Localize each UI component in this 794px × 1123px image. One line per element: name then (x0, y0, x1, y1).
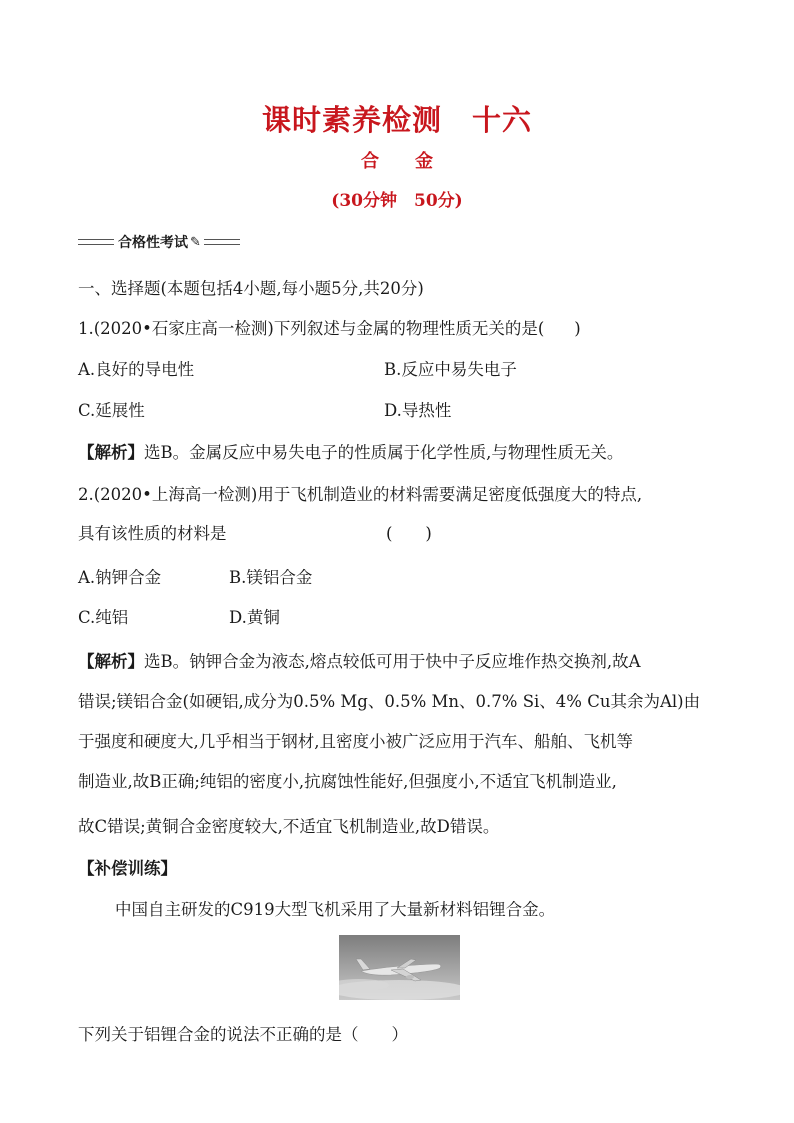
airplane-icon (339, 935, 460, 1000)
q2-analysis-line5: 故C错误;黄铜合金密度较大,不适宜飞机制造业,故D错误。 (78, 817, 500, 836)
double-line-divider (78, 239, 114, 245)
question-1-stem (78, 315, 581, 339)
section-tag (78, 232, 240, 252)
q1-option-b: B.反应中易失电子 (384, 360, 517, 379)
q1-analysis-text: 选B。金属反应中易失电子的性质属于化学性质,与物理性质无关。 (144, 443, 624, 462)
q1-option-c: C.延展性 (78, 401, 145, 420)
supplement-question: 下列关于铝锂合金的说法不正确的是（ ） (78, 1025, 408, 1044)
q2-option-b: B.镁铝合金 (229, 568, 313, 587)
q2-analysis-line3: 于强度和硬度大,几乎相当于钢材,且密度小被广泛应用于汽车、船舶、飞机等 (78, 732, 633, 751)
pencil-icon: ✎ (190, 234, 201, 250)
page-title: 课时素养检测 十六 (261, 103, 532, 137)
q2-option-d: D.黄铜 (229, 608, 280, 627)
q2-analysis-text: 选B。钠钾合金为液态,熔点较低可用于快中子反应堆作热交换剂,故A (144, 652, 641, 671)
time-score-info: (30分钟 50分) (331, 191, 463, 211)
airplane-photo (339, 935, 460, 1000)
q2-analysis-line1 (78, 648, 641, 672)
q1-analysis (78, 439, 623, 463)
q2-analysis-line4: 制造业,故B正确;纯铝的密度小,抗腐蚀性能好,但强度小,不适宜飞机制造业, (78, 772, 617, 791)
question-1-stem-text: 1.(2020•石家庄高一检测)下列叙述与金属的物理性质无关的是( (78, 319, 545, 338)
part-heading: 一、选择题(本题包括4小题,每小题5分,共20分) (78, 279, 424, 298)
q1-option-a: A.良好的导电性 (78, 360, 195, 379)
supplement-label: 【补偿训练】 (78, 859, 177, 878)
double-line-divider (204, 239, 240, 245)
analysis-label: 【解析】 (78, 652, 144, 671)
question-2-stem-line1: 2.(2020•上海高一检测)用于飞机制造业的材料需要满足密度低强度大的特点, (78, 485, 643, 504)
q2-analysis-line2: 错误;镁铝合金(如硬铝,成分为0.5% Mg、0.5% Mn、0.7% Si、4% Cu其余为Al)由 (78, 692, 701, 711)
q1-option-d: D.导热性 (384, 401, 452, 420)
q2-option-c: C.纯铝 (78, 608, 129, 627)
analysis-label: 【解析】 (78, 443, 144, 462)
answer-paren: ( ) (386, 524, 432, 543)
q2-option-a: A.钠钾合金 (78, 568, 162, 587)
supplement-intro: 中国自主研发的C919大型飞机采用了大量新材料铝锂合金。 (115, 900, 556, 919)
page-subtitle: 合 金 (361, 151, 433, 172)
question-2-stem-line2: 具有该性质的材料是 (78, 524, 227, 543)
answer-paren-close: ) (574, 319, 581, 338)
section-tag-label: 合格性考试 (118, 235, 188, 251)
